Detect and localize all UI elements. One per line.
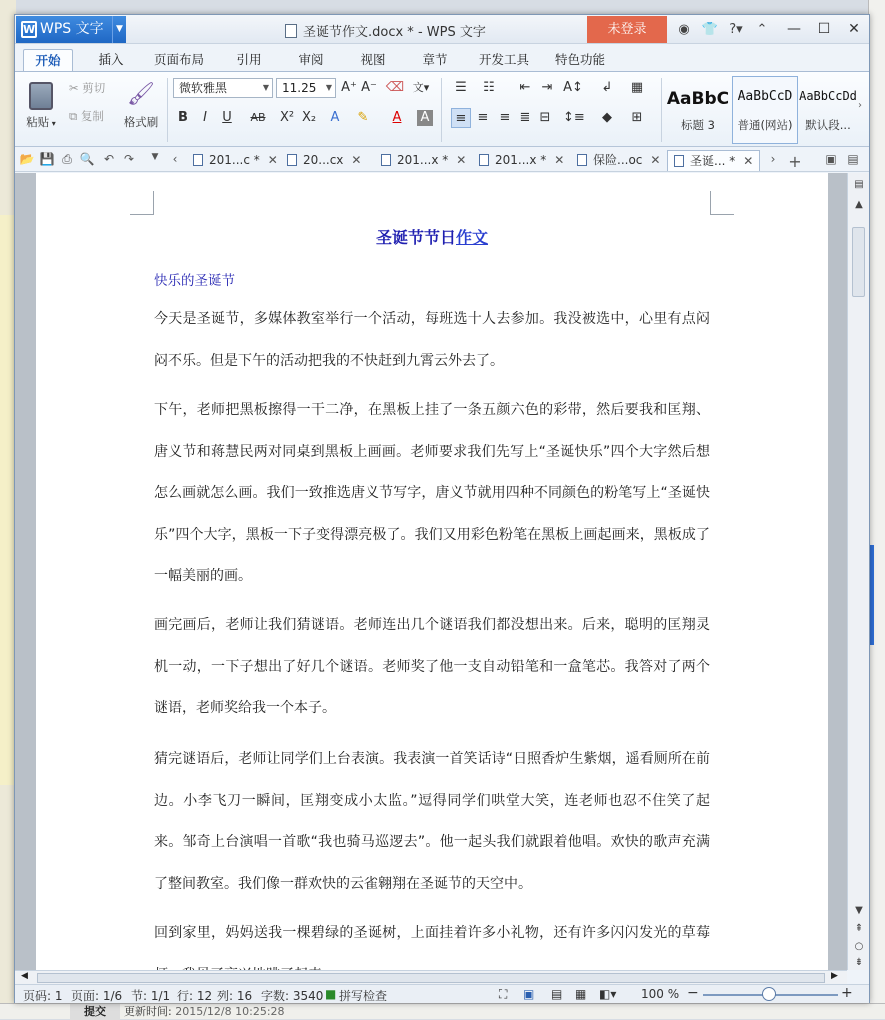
- web-view-icon[interactable]: ▦: [575, 987, 587, 1001]
- status-col[interactable]: 列: 16: [217, 989, 253, 1003]
- clear-format-icon[interactable]: ⌫: [385, 80, 405, 95]
- underline-icon[interactable]: U: [222, 110, 232, 125]
- quick-access-toolbar: [15, 148, 869, 172]
- paste-button[interactable]: 粘贴 ▾: [21, 78, 61, 130]
- tab-insert[interactable]: 插入: [98, 52, 124, 67]
- shrink-font-icon[interactable]: A⁻: [361, 80, 377, 95]
- print-preview-icon[interactable]: 🔍: [79, 152, 95, 166]
- status-section[interactable]: 节: 1/1: [131, 989, 171, 1003]
- text-effect-icon[interactable]: A: [330, 110, 340, 125]
- align-center-icon[interactable]: ≡: [477, 110, 489, 125]
- document-icon: [381, 154, 391, 166]
- redo-icon[interactable]: ↷: [123, 152, 135, 166]
- tab-page-layout[interactable]: 页面布局: [153, 52, 204, 67]
- close-icon: ✕: [743, 154, 754, 168]
- chevron-down-icon: ▼: [325, 83, 332, 92]
- scissors-icon: ✂: [69, 81, 83, 95]
- vertical-scrollbar[interactable]: [847, 173, 869, 970]
- paragraph: 今天是圣诞节，多媒体教室举行一个活动，每班选十人去参加。我没被选中，心里有点闷闷不乐。但是下午的活动把我的不快赶到九霄云外去了。: [154, 311, 710, 369]
- phonetic-icon[interactable]: 文▾: [412, 81, 430, 94]
- document-icon: [285, 24, 297, 38]
- select-browse-icon[interactable]: ○: [854, 941, 864, 952]
- document-page[interactable]: [36, 173, 828, 993]
- numbered-list-icon[interactable]: ☷: [483, 80, 495, 95]
- scroll-thumb[interactable]: [852, 227, 865, 297]
- tab-list-icon[interactable]: ▣: [825, 152, 837, 166]
- format-painter-button[interactable]: 🖌 格式刷: [123, 82, 159, 129]
- chevron-down-icon: ▼: [262, 83, 269, 92]
- minimize-button[interactable]: —: [787, 21, 801, 37]
- next-page-icon[interactable]: ⇟: [854, 957, 864, 968]
- increase-indent-icon[interactable]: ⇥: [541, 80, 553, 95]
- shirt-icon[interactable]: 👕: [701, 22, 719, 37]
- font-name-select[interactable]: 微软雅黑 ▼: [173, 78, 273, 98]
- zoom-level[interactable]: 100 %: [641, 987, 680, 1001]
- scroll-right-icon[interactable]: ▶: [831, 971, 838, 981]
- tab-references[interactable]: 引用: [236, 52, 262, 67]
- paragraph: 下午，老师把黑板擦得一干二净，在黑板上挂了一条五颜六色的彩带，然后要我和匡翔、唐义节和蒋慧民两对同桌到黑板上画画。老师要求我们先写上“圣诞快乐”四个大字然后想怎么画就怎么画。我们一致推选唐义节写字，唐义节就用四种不同颜色的粉笔写上“圣诞快乐”四个大字，黑板一下子变得漂亮极了。我们又用彩色粉笔在黑板上画起画来，黑板成了一幅美丽的画。: [154, 402, 710, 584]
- subscript-icon[interactable]: X₂: [301, 110, 317, 125]
- chevron-right-icon[interactable]: ›: [858, 100, 862, 111]
- close-icon: ✕: [650, 153, 661, 167]
- customize-icon[interactable]: ▼: [151, 152, 159, 162]
- tab-scroll-right-icon[interactable]: ›: [770, 152, 776, 166]
- status-bar: [15, 984, 869, 1003]
- align-left-icon[interactable]: ≡: [451, 108, 471, 128]
- maximize-button[interactable]: ☐: [817, 21, 831, 37]
- paragraph: 画完画后，老师让我们猜谜语。老师连出几个谜语我们都没想出来。后来，聪明的匡翔灵机一动，一下子想出了好几个谜语。老师奖了他一支自动铅笔和一盒笔芯。我答对了两个谜语，老师奖给我一个本子。: [154, 617, 710, 716]
- change-case-icon[interactable]: A↕: [563, 80, 583, 95]
- copy-icon: ⧉: [69, 109, 81, 123]
- tab-review[interactable]: 审阅: [298, 52, 324, 67]
- scroll-down-icon[interactable]: ▼: [855, 905, 863, 916]
- close-icon: ✕: [267, 153, 278, 167]
- italic-icon[interactable]: I: [203, 110, 207, 125]
- tab-scroll-left-icon[interactable]: ‹: [172, 152, 178, 166]
- style-heading3[interactable]: AaBbC 标题 3: [666, 89, 730, 132]
- background-window-right: [868, 0, 885, 1019]
- new-tab-icon[interactable]: +: [788, 152, 802, 171]
- document-icon: [674, 155, 684, 167]
- paragraph-mark-icon[interactable]: ↲: [601, 80, 613, 95]
- align-right-icon[interactable]: ≡: [499, 110, 511, 125]
- tab-options-icon[interactable]: ▤: [847, 152, 859, 166]
- wps-menu-button[interactable]: W WPS 文字 ▼: [16, 16, 126, 43]
- scroll-left-icon[interactable]: ◀: [21, 971, 28, 981]
- ribbon-tabs: [15, 45, 869, 71]
- close-button[interactable]: ✕: [848, 21, 860, 37]
- document-area[interactable]: [15, 173, 847, 970]
- paragraph: 回到家里，妈妈送我一棵碧绿的圣诞树，上面挂着许多小礼物，还有许多闪闪发光的草莓: [154, 925, 710, 941]
- tab-features[interactable]: 特色功能: [554, 52, 605, 67]
- borders-icon[interactable]: ⊞: [631, 110, 643, 125]
- help-icon[interactable]: ?▾: [729, 22, 743, 37]
- title-link[interactable]: 作文: [456, 228, 489, 247]
- document-icon: [287, 154, 297, 166]
- scroll-up-icon[interactable]: ▲: [855, 199, 863, 210]
- open-folder-icon[interactable]: 📂: [19, 152, 35, 166]
- status-word-count[interactable]: 字数: 3540: [261, 989, 324, 1003]
- doc-tab[interactable]: 20...cx ✕: [285, 150, 361, 171]
- zoom-in-icon[interactable]: +: [841, 985, 853, 1001]
- wps-writer-window: [14, 14, 870, 1003]
- spellcheck-label[interactable]: 拼写检查: [339, 989, 388, 1003]
- doc-tab[interactable]: 保险...oc ✕: [575, 150, 660, 171]
- tab-developer[interactable]: 开发工具: [478, 52, 529, 67]
- superscript-icon[interactable]: X²: [279, 110, 295, 125]
- ribbon-home: [15, 71, 869, 147]
- horizontal-scrollbar[interactable]: [15, 970, 847, 984]
- table-icon[interactable]: ▦: [630, 80, 644, 95]
- tab-home[interactable]: 开始: [23, 49, 73, 71]
- cut-button[interactable]: ✂ 剪切: [69, 81, 106, 95]
- scroll-thumb[interactable]: [37, 973, 825, 983]
- prev-page-icon[interactable]: ⇞: [854, 923, 864, 934]
- tab-chapter[interactable]: 章节: [422, 52, 448, 67]
- font-color-icon[interactable]: A: [392, 110, 402, 125]
- document-icon: [193, 154, 203, 166]
- doc-tab[interactable]: 201...x * ✕: [477, 150, 564, 171]
- clipboard-icon: [29, 82, 53, 110]
- paragraph: 猜完谜语后，老师让同学们上台表演。我表演一首笑话诗“日照香炉生紫烟，遥看厕所在前边。小李飞刀一瞬间，匡翔变成小太监。”逗得同学们哄堂大笑，连老师也忍不住笑了起来。邹奇上台演唱一首歌“我也骑马巡逻去”。他一起头我们就跟着他唱。欢快的歌声充满了整间教室。我们像一群欢快的云雀翱翔在圣诞节的天空中。: [154, 751, 710, 892]
- justify-icon[interactable]: ≣: [519, 110, 531, 125]
- outline-view-icon[interactable]: ▤: [551, 987, 563, 1001]
- style-default-paragraph[interactable]: AaBbCcDd 默认段...: [799, 89, 857, 132]
- tab-view[interactable]: 视图: [360, 52, 386, 67]
- window-title: 圣诞节作文.docx * - WPS 文字: [285, 21, 486, 40]
- line-spacing-icon[interactable]: ↕≡: [563, 110, 585, 125]
- print-icon[interactable]: ⎙: [62, 152, 72, 166]
- status-page[interactable]: 页面: 1/6: [71, 989, 123, 1003]
- brush-icon: 🖌: [127, 82, 155, 107]
- status-page-code[interactable]: 页码: 1: [23, 989, 63, 1003]
- bold-icon[interactable]: B: [178, 110, 188, 125]
- page-view-icon[interactable]: ▣: [523, 987, 535, 1001]
- collapse-ribbon-icon[interactable]: ⌃: [756, 22, 768, 37]
- title-bar: [15, 15, 869, 44]
- status-row[interactable]: 行: 12: [177, 989, 213, 1003]
- document-subtitle: 快乐的圣诞节: [154, 273, 235, 289]
- close-icon: ✕: [554, 153, 565, 167]
- zoom-slider-knob[interactable]: [762, 987, 776, 1001]
- spellcheck-icon[interactable]: ■: [325, 987, 337, 1001]
- distributed-icon[interactable]: ⊟: [539, 110, 551, 125]
- close-icon: ✕: [351, 153, 362, 167]
- strikethrough-icon[interactable]: AB: [250, 111, 266, 124]
- close-icon: ✕: [456, 153, 467, 167]
- wps-logo-icon: W: [23, 23, 36, 36]
- save-icon[interactable]: 💾: [39, 152, 55, 166]
- submit-button[interactable]: 提交: [70, 1004, 120, 1020]
- decrease-indent-icon[interactable]: ⇤: [519, 80, 531, 95]
- chevron-down-icon: ▼: [112, 16, 126, 43]
- undo-icon[interactable]: ↶: [103, 152, 115, 166]
- doc-tab[interactable]: 201...x * ✕: [379, 150, 466, 171]
- doc-tab[interactable]: 201...c * ✕: [191, 150, 278, 171]
- bullet-list-icon[interactable]: ☰: [455, 80, 467, 95]
- document-icon: [577, 154, 587, 166]
- highlight-icon[interactable]: ✎: [357, 110, 369, 125]
- char-shading-icon[interactable]: A: [417, 110, 433, 126]
- copy-button[interactable]: ⧉ 复制: [69, 109, 104, 123]
- background-window-bottom: [0, 1003, 885, 1019]
- ruler-toggle-icon[interactable]: ▤: [854, 179, 864, 190]
- document-icon: [479, 154, 489, 166]
- zoom-out-icon[interactable]: −: [687, 985, 699, 1001]
- skin-icon[interactable]: ◉: [678, 22, 690, 37]
- reading-view-icon[interactable]: ◧▾: [599, 987, 617, 1001]
- style-normal-web[interactable]: AaBbCcD 普通(网站): [732, 76, 798, 144]
- grow-font-icon[interactable]: A⁺: [341, 80, 357, 95]
- font-size-select[interactable]: 11.25 ▼: [276, 78, 336, 98]
- document-title: 圣诞节节日作文: [375, 228, 489, 247]
- full-screen-icon[interactable]: ⛶: [499, 987, 508, 1001]
- login-button[interactable]: 未登录: [587, 16, 667, 43]
- update-time: 更新时间: 2015/12/8 10:25:28: [124, 1005, 285, 1018]
- shading-icon[interactable]: ◆: [602, 110, 612, 125]
- doc-tab-active[interactable]: 圣诞... * ✕: [667, 150, 760, 171]
